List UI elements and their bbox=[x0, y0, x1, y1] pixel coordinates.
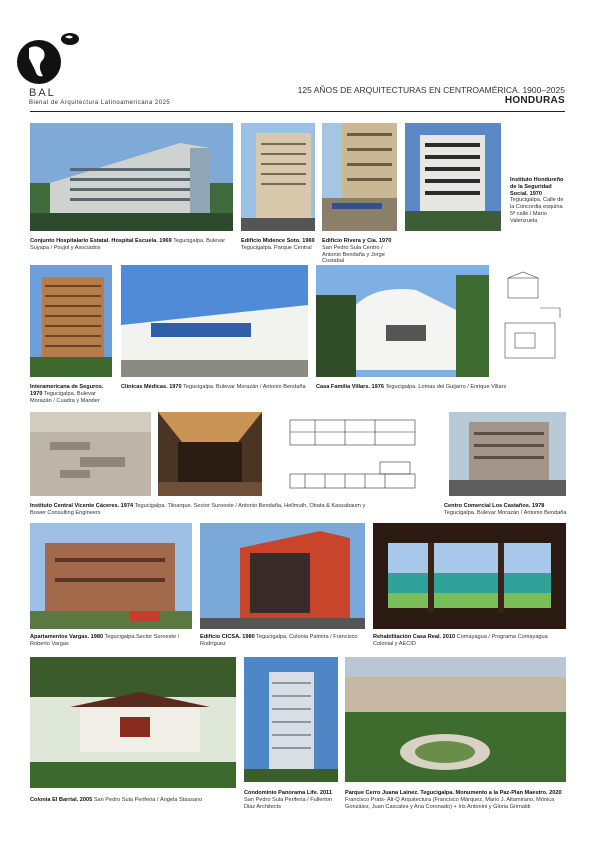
caption-colonia-barrial: Colonia El Barrial. 2005 San Pedro Sula Periferia / Ángela Stassano bbox=[30, 797, 203, 803]
photo-apartamentos-vargas bbox=[30, 523, 192, 629]
caption-conjunto-hospitalario: Conjunto Hospitalario Estatal. Hospital Escuela. 1969 Tegucigalpa. Bulevar Suyapa / Poujol y Asociados bbox=[30, 238, 226, 251]
caption-parque-cerro: Parque Cerro Juana Lainez. Tegucigalpa. Monumento a la Paz-Plan Maestro. 2020 Francisco Prats- Alt-Q Arquitectura (Francisco Márquez, Mario J. Altamirano, Mónica González, Juan Cascales y Ana Coronado) + Iris Antonini y Gloria Grimaldi bbox=[345, 790, 562, 810]
photo-instituto-seguridad bbox=[405, 123, 501, 231]
drawing-instituto-central bbox=[285, 412, 422, 496]
caption-casa-villars: Casa Familia Villars. 1976 Tegucigalpa. Lomas del Guijarro / Enrique Villars bbox=[316, 384, 507, 390]
caption-clinicas-medicas: Clínicas Médicas. 1970 Tegucigalpa. Bulevar Morazán / Antonio Bendaña bbox=[121, 384, 306, 390]
bal-logo bbox=[15, 28, 85, 88]
globe-logo-icon bbox=[15, 28, 85, 88]
logo-subtitle: Bienal de Arquitectura Latinoamericana 2025 bbox=[29, 100, 171, 106]
caption-apartamentos-vargas: Apartamentos Vargas. 1980 Tegucigalpa.Sector Suroeste / Roberto Vargas bbox=[30, 634, 180, 647]
photo-casa-villars bbox=[316, 265, 489, 377]
photo-conjunto-hospitalario bbox=[30, 123, 233, 231]
caption-instituto-seguridad: Instituto Hondureño de la Seguridad Social. 1970 Tegucigalpa. Calle de la Concordia esquina 5ª calle / Mario Valenzuela bbox=[510, 177, 564, 224]
logo-text: BAL bbox=[29, 87, 56, 99]
caption-condominio-panorama: Condominio Panorama Life. 2011 San Pedro Sula Periferia / Fullerton Diaz Architects bbox=[244, 790, 332, 810]
caption-edificio-rivera: Edificio Rivera y Cía. 1970 San Pedro Sula Centro / Antonio Bendaña y Jorge Costabal bbox=[322, 238, 392, 265]
photo-edificio-cicsa bbox=[200, 523, 365, 629]
photo-condominio-panorama bbox=[244, 657, 338, 782]
caption-edificio-cicsa: Edificio CICSA. 1980 Tegucigalpa. Colonia Palmira / Francisco Rodríguez bbox=[200, 634, 358, 647]
country-title: HONDURAS bbox=[504, 95, 565, 106]
caption-edificio-midence: Edificio Midence Soto. 1969 Tegucigalpa. Parque Central bbox=[241, 238, 315, 251]
caption-interamericana: Interamericana de Seguros. 1970 Tegucigalpa. Bulevar Morazán / Cuadra y Mander bbox=[30, 384, 104, 404]
header-rule bbox=[30, 111, 565, 112]
caption-instituto-central: Instituto Central Vicente Cáceres. 1974 Tegucigalpa. Tiloarque. Sector Suroeste / Antonio Bendaña, Hellmuth, Obata & Kassabaum y Bower Consulting Engineers bbox=[30, 503, 366, 516]
drawing-casa-villars bbox=[500, 268, 566, 378]
photo-colonia-barrial bbox=[30, 657, 236, 788]
photo-centro-castanos bbox=[449, 412, 566, 496]
photo-instituto-central-aerial bbox=[30, 412, 151, 496]
photo-interamericana bbox=[30, 265, 112, 377]
page-title: 125 AÑOS DE ARQUITECTURAS EN CENTROAMÉRICA. 1900–2025 bbox=[297, 85, 565, 95]
caption-casa-real: Rehabilitación Casa Real. 2010 Comayagua / Programa Comayagua Colonial y AECID bbox=[373, 634, 548, 647]
photo-parque-cerro bbox=[345, 657, 566, 782]
photo-instituto-central-interior bbox=[158, 412, 262, 496]
photo-edificio-midence bbox=[241, 123, 315, 231]
caption-centro-castanos: Centro Comercial Los Castaños. 1978 Tegucigalpa. Bulevar Morazán / Antonio Bendaña bbox=[444, 503, 567, 516]
photo-casa-real bbox=[373, 523, 566, 629]
photo-edificio-rivera bbox=[322, 123, 397, 231]
photo-clinicas-medicas bbox=[121, 265, 308, 377]
